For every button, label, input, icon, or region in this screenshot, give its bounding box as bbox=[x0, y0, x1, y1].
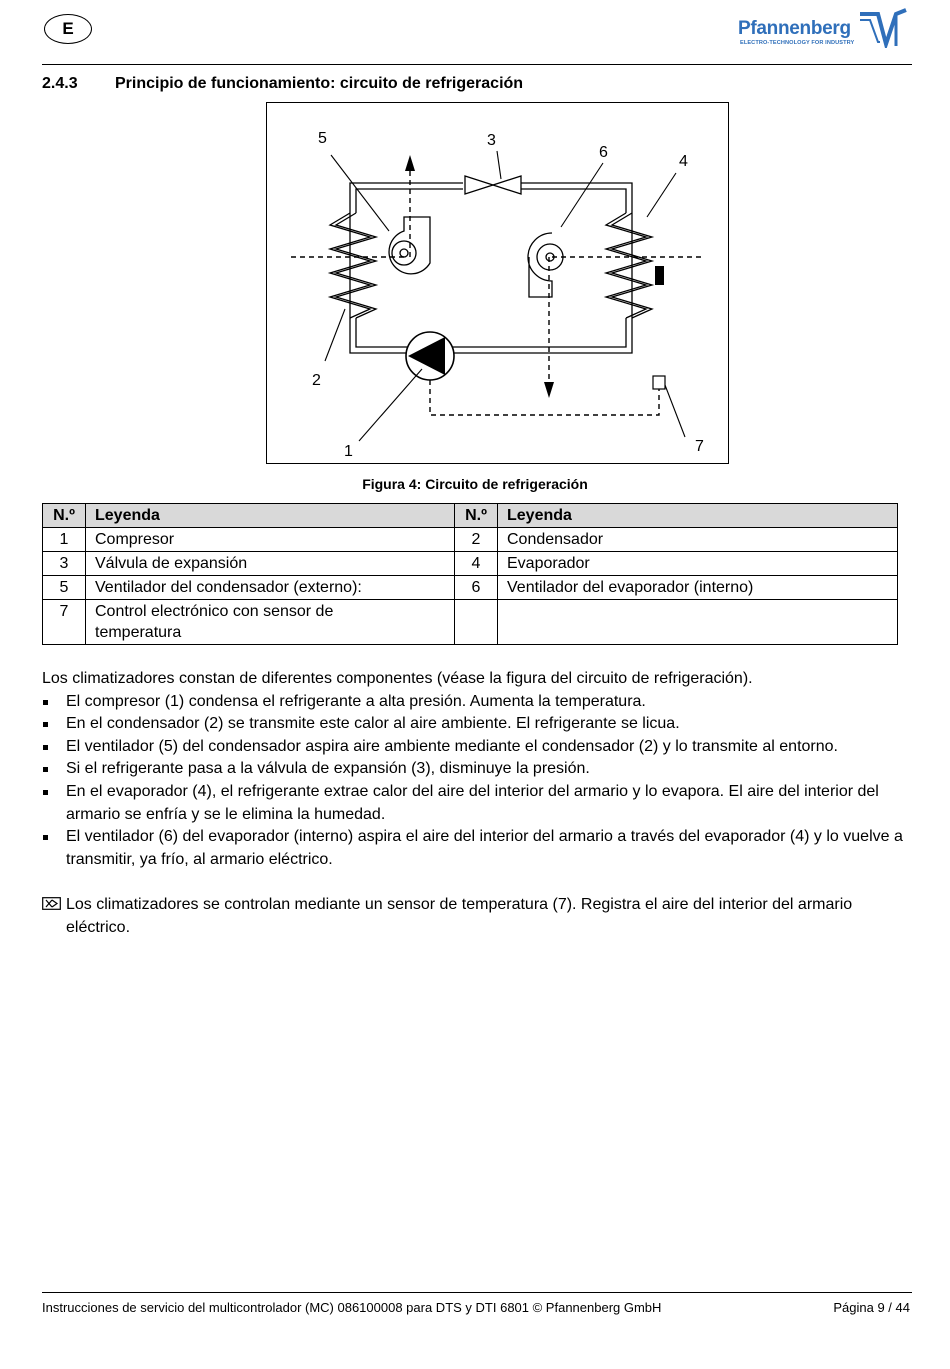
section-heading bbox=[42, 75, 523, 93]
language-badge-label: E bbox=[62, 19, 74, 38]
figure-label-7: 7 bbox=[695, 438, 704, 455]
body-text bbox=[42, 668, 910, 939]
brand-name: Pfannenberg bbox=[738, 18, 851, 39]
figure-label-2: 2 bbox=[312, 372, 321, 389]
cell-legend: Ventilador del evaporador (interno) bbox=[498, 576, 898, 600]
cell-legend: Control electrónico con sensor de temperatura bbox=[86, 600, 455, 645]
cell-number: 4 bbox=[455, 552, 498, 576]
header-legend: Leyenda bbox=[86, 504, 455, 528]
list-item: En el condensador (2) se transmite este calor al aire ambiente. El refrigerante se licua. bbox=[42, 713, 910, 736]
header-number: N.º bbox=[43, 504, 86, 528]
brand-tagline: ELECTRO-TECHNOLOGY FOR INDUSTRY bbox=[740, 40, 855, 46]
brand-logo bbox=[738, 6, 910, 50]
list-item: El ventilador (6) del evaporador (interno) aspira el aire del interior del armario a través del evaporador (4) y lo vuelve a transmitir, ya frío, al armario eléctrico. bbox=[42, 826, 910, 871]
cell-legend: Compresor bbox=[86, 528, 455, 552]
section-number: 2.4.3 bbox=[42, 75, 78, 92]
pointing-hand-icon bbox=[42, 897, 61, 910]
table-row bbox=[43, 528, 898, 552]
brand-mark-icon bbox=[856, 8, 908, 48]
list-item: En el evaporador (4), el refrigerante extrae calor del aire del interior del armario y lo evapora. El aire del interior del armario se enfría y se le elimina la humedad. bbox=[42, 781, 910, 826]
figure-label-3: 3 bbox=[487, 132, 496, 149]
footer-document-info: Instrucciones de servicio del multicontrolador (MC) 086100008 para DTS y DTI 6801 © Pfannenberg GmbH bbox=[42, 1300, 662, 1315]
cell-legend: Condensador bbox=[498, 528, 898, 552]
legend-table-header bbox=[43, 504, 898, 528]
cell-number: 6 bbox=[455, 576, 498, 600]
list-item: Si el refrigerante pasa a la válvula de expansión (3), disminuye la presión. bbox=[42, 758, 910, 781]
section-title: Principio de funcionamiento: circuito de refrigeración bbox=[115, 75, 524, 92]
list-item: El compresor (1) condensa el refrigerante a alta presión. Aumenta la temperatura. bbox=[42, 691, 910, 714]
cell-legend bbox=[498, 600, 898, 645]
cell-number bbox=[455, 600, 498, 645]
table-row bbox=[43, 552, 898, 576]
cell-legend: Válvula de expansión bbox=[86, 552, 455, 576]
cell-number: 5 bbox=[43, 576, 86, 600]
cell-legend: Ventilador del condensador (externo): bbox=[86, 576, 455, 600]
bullet-list bbox=[42, 691, 910, 872]
figure-label-5: 5 bbox=[318, 130, 327, 147]
controller-icon bbox=[655, 266, 664, 285]
header-legend-2: Leyenda bbox=[498, 504, 898, 528]
legend-table bbox=[42, 503, 898, 645]
list-item: El ventilador (5) del condensador aspira aire ambiente mediante el condensador (2) y lo transmite al entorno. bbox=[42, 736, 910, 759]
footer-divider bbox=[42, 1292, 912, 1293]
figure-caption: Figura 4: Circuito de refrigeración bbox=[362, 476, 588, 492]
language-badge bbox=[44, 14, 92, 44]
expansion-valve-icon bbox=[463, 173, 521, 195]
table-row bbox=[43, 576, 898, 600]
cell-number: 7 bbox=[43, 600, 86, 645]
cell-number: 3 bbox=[43, 552, 86, 576]
refrigeration-circuit-diagram bbox=[267, 103, 728, 463]
cell-number: 1 bbox=[43, 528, 86, 552]
note-text: Los climatizadores se controlan mediante un sensor de temperatura (7). Registra el aire del interior del armario eléctrico. bbox=[66, 895, 853, 936]
note-paragraph bbox=[42, 894, 910, 939]
cell-legend: Evaporador bbox=[498, 552, 898, 576]
evaporator-fan-icon bbox=[528, 233, 563, 297]
header-divider bbox=[42, 64, 912, 65]
intro-paragraph: Los climatizadores constan de diferentes componentes (véase la figura del circuito de refrigeración). bbox=[42, 670, 753, 687]
figure-label-4: 4 bbox=[679, 153, 688, 170]
header-number-2: N.º bbox=[455, 504, 498, 528]
figure-label-1: 1 bbox=[344, 443, 353, 460]
footer-page-number: Página 9 / 44 bbox=[833, 1300, 910, 1315]
temperature-sensor-icon bbox=[653, 376, 665, 389]
refrigeration-circuit-figure bbox=[266, 102, 729, 464]
compressor-icon bbox=[406, 332, 454, 380]
figure-label-6: 6 bbox=[599, 144, 608, 161]
table-row bbox=[43, 600, 898, 645]
cell-number: 2 bbox=[455, 528, 498, 552]
